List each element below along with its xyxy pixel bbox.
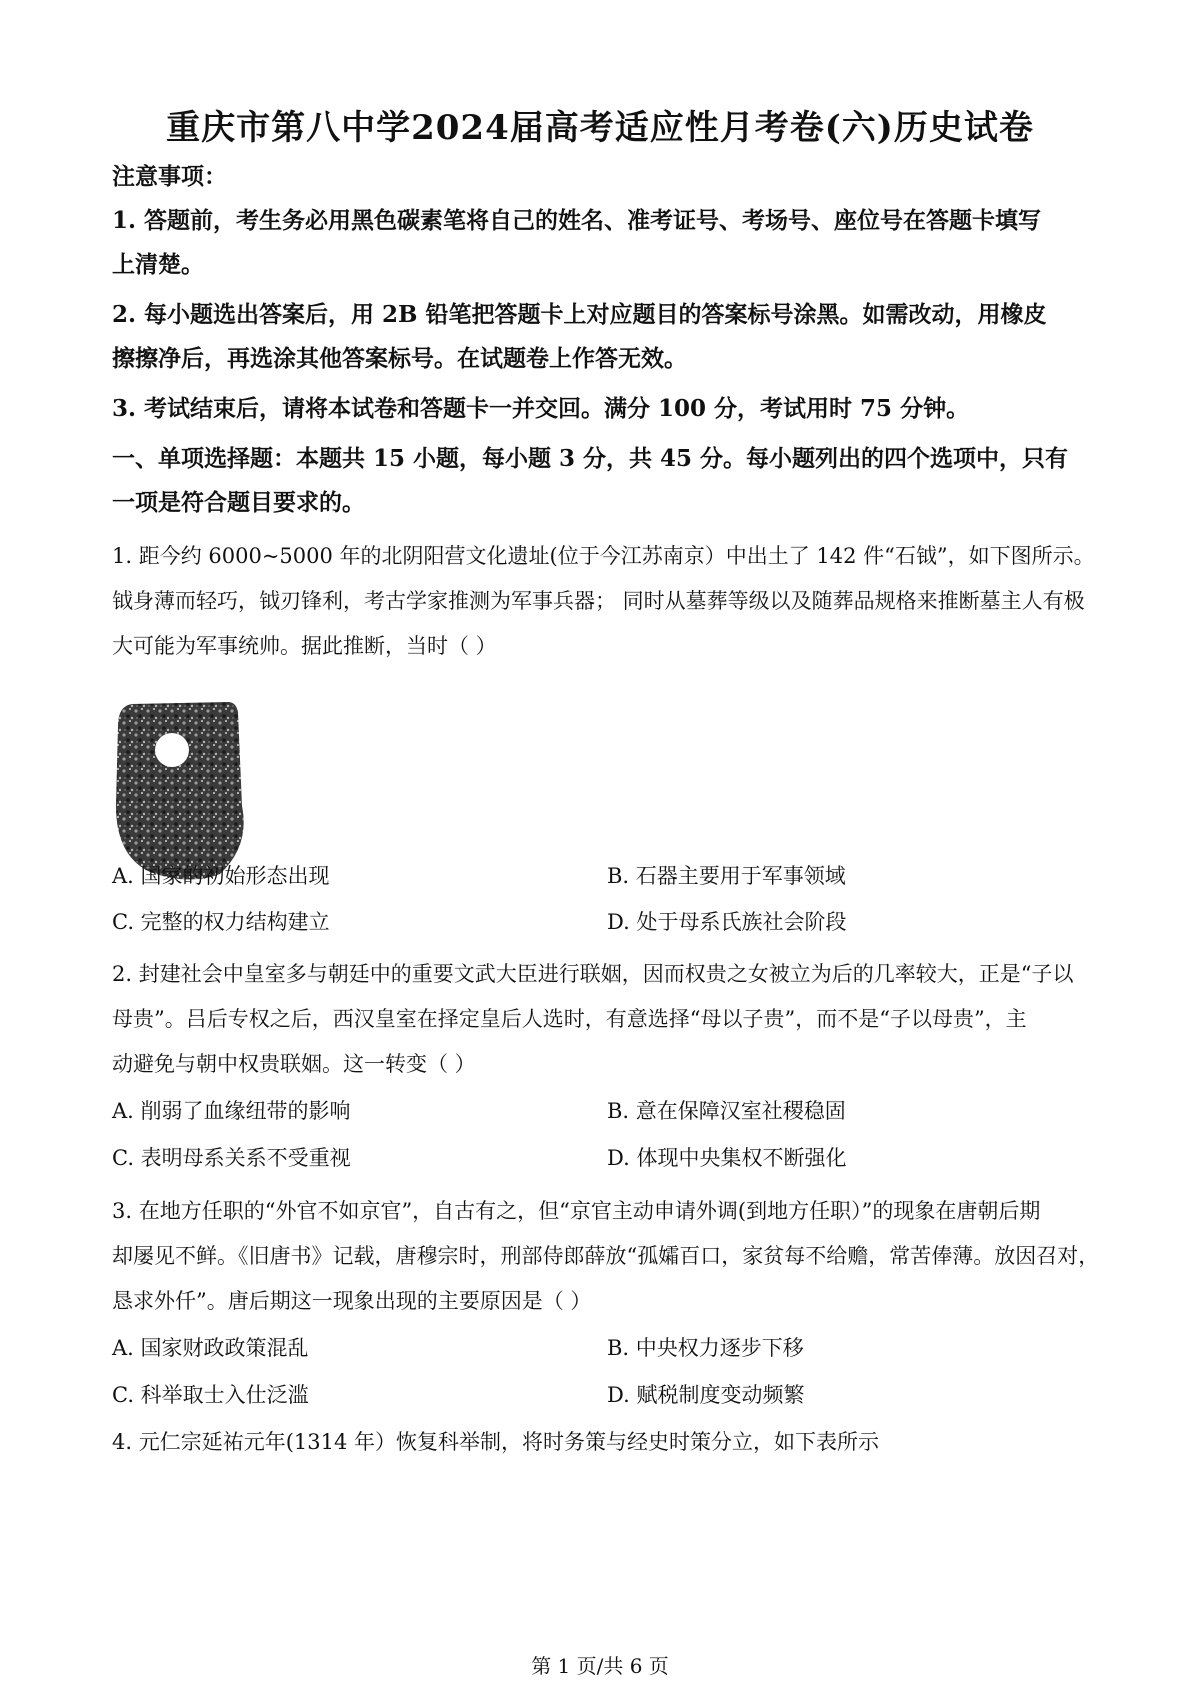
- question-2-option-b: B. 意在保障汉室社稷稳固: [607, 1099, 846, 1123]
- stone-axe-image: [110, 696, 260, 882]
- question-1-option-a: A. 国家的初始形态出现: [112, 864, 330, 888]
- notice-item-2-line-2: 擦擦净后，再选涂其他答案标号。在试题卷上作答无效。: [112, 345, 687, 372]
- question-1-option-c: C. 完整的权力结构建立: [112, 910, 330, 934]
- question-3-option-c: C. 科举取士入仕泛滥: [112, 1383, 309, 1407]
- section-heading-line-1: 一、单项选择题：本题共 15 小题，每小题 3 分，共 45 分。每小题列出的四个选项中，只有: [112, 445, 1069, 472]
- question-1-line-1: 1. 距今约 6000~5000 年的北阴阳营文化遗址(位于今江苏南京）中出土了 142 件“石钺”，如下图所示。: [112, 544, 1095, 568]
- question-2-option-c: C. 表明母系关系不受重视: [112, 1146, 351, 1170]
- notice-item-2-line-1: 2. 每小题选出答案后，用 2B 铅笔把答题卡上对应题目的答案标号涂黑。如需改动，用橡皮: [112, 301, 1047, 328]
- question-3-line-1: 3. 在地方任职的“外官不如京官”，自古有之，但“京官主动申请外调(到地方任职）”的现象在唐朝后期: [112, 1199, 1041, 1223]
- question-3-option-d: D. 赋税制度变动频繁: [607, 1383, 805, 1407]
- question-2-option-d: D. 体现中央集权不断强化: [607, 1146, 847, 1170]
- question-3-option-b: B. 中央权力逐步下移: [607, 1336, 804, 1360]
- page-title: 重庆市第八中学2024届高考适应性月考卷(六)历史试卷: [166, 108, 1034, 148]
- question-1-option-b: B. 石器主要用于军事领域: [607, 864, 846, 888]
- section-heading-line-2: 一项是符合题目要求的。: [112, 489, 365, 516]
- notice-item-1-line-1: 1. 答题前，考生务必用黑色碳素笔将自己的姓名、准考证号、考场号、座位号在答题卡填写: [112, 207, 1042, 234]
- question-3-option-a: A. 国家财政政策混乱: [112, 1336, 309, 1360]
- page-footer: 第 1 页/共 6 页: [531, 1654, 669, 1678]
- question-2-line-2: 母贵”。吕后专权之后，西汉皇室在择定皇后人选时，有意选择“母以子贵”，而不是“子以母贵”，主: [112, 1007, 1027, 1031]
- question-1-line-3: 大可能为军事统帅。据此推断，当时（ ）: [112, 634, 497, 658]
- question-3-line-2: 却屡见不鲜。《旧唐书》记载，唐穆宗时，刑部侍郎薛放“孤孀百口，家贫每不给赡，常苦俸薄。放因召对，: [112, 1244, 1100, 1268]
- question-2-line-1: 2. 封建社会中皇室多与朝廷中的重要文武大臣进行联姻，因而权贵之女被立为后的几率较大，正是“子以: [112, 962, 1074, 986]
- question-2-line-3: 动避免与朝中权贵联姻。这一转变（ ）: [112, 1052, 476, 1076]
- notice-heading: 注意事项：: [112, 163, 227, 190]
- stone-axe-body: [116, 702, 244, 880]
- notice-item-1-line-2: 上清楚。: [112, 251, 204, 278]
- question-1-option-d: D. 处于母系氏族社会阶段: [607, 910, 847, 934]
- notice-item-3: 3. 考试结束后，请将本试卷和答题卡一并交回。满分 100 分，考试用时 75 分钟。: [112, 395, 970, 422]
- question-4-line-1: 4. 元仁宗延祐元年(1314 年）恢复科举制，将时务策与经史时策分立，如下表所示: [112, 1430, 880, 1454]
- question-2-option-a: A. 削弱了血缘纽带的影响: [112, 1099, 351, 1123]
- question-1-line-2: 钺身薄而轻巧，钺刃锋利，考古学家推测为军事兵器； 同时从墓葬等级以及随葬品规格来推断墓主人有极: [112, 589, 1085, 613]
- question-3-line-3: 恳求外仟”。唐后期这一现象出现的主要原因是（ ）: [112, 1289, 592, 1313]
